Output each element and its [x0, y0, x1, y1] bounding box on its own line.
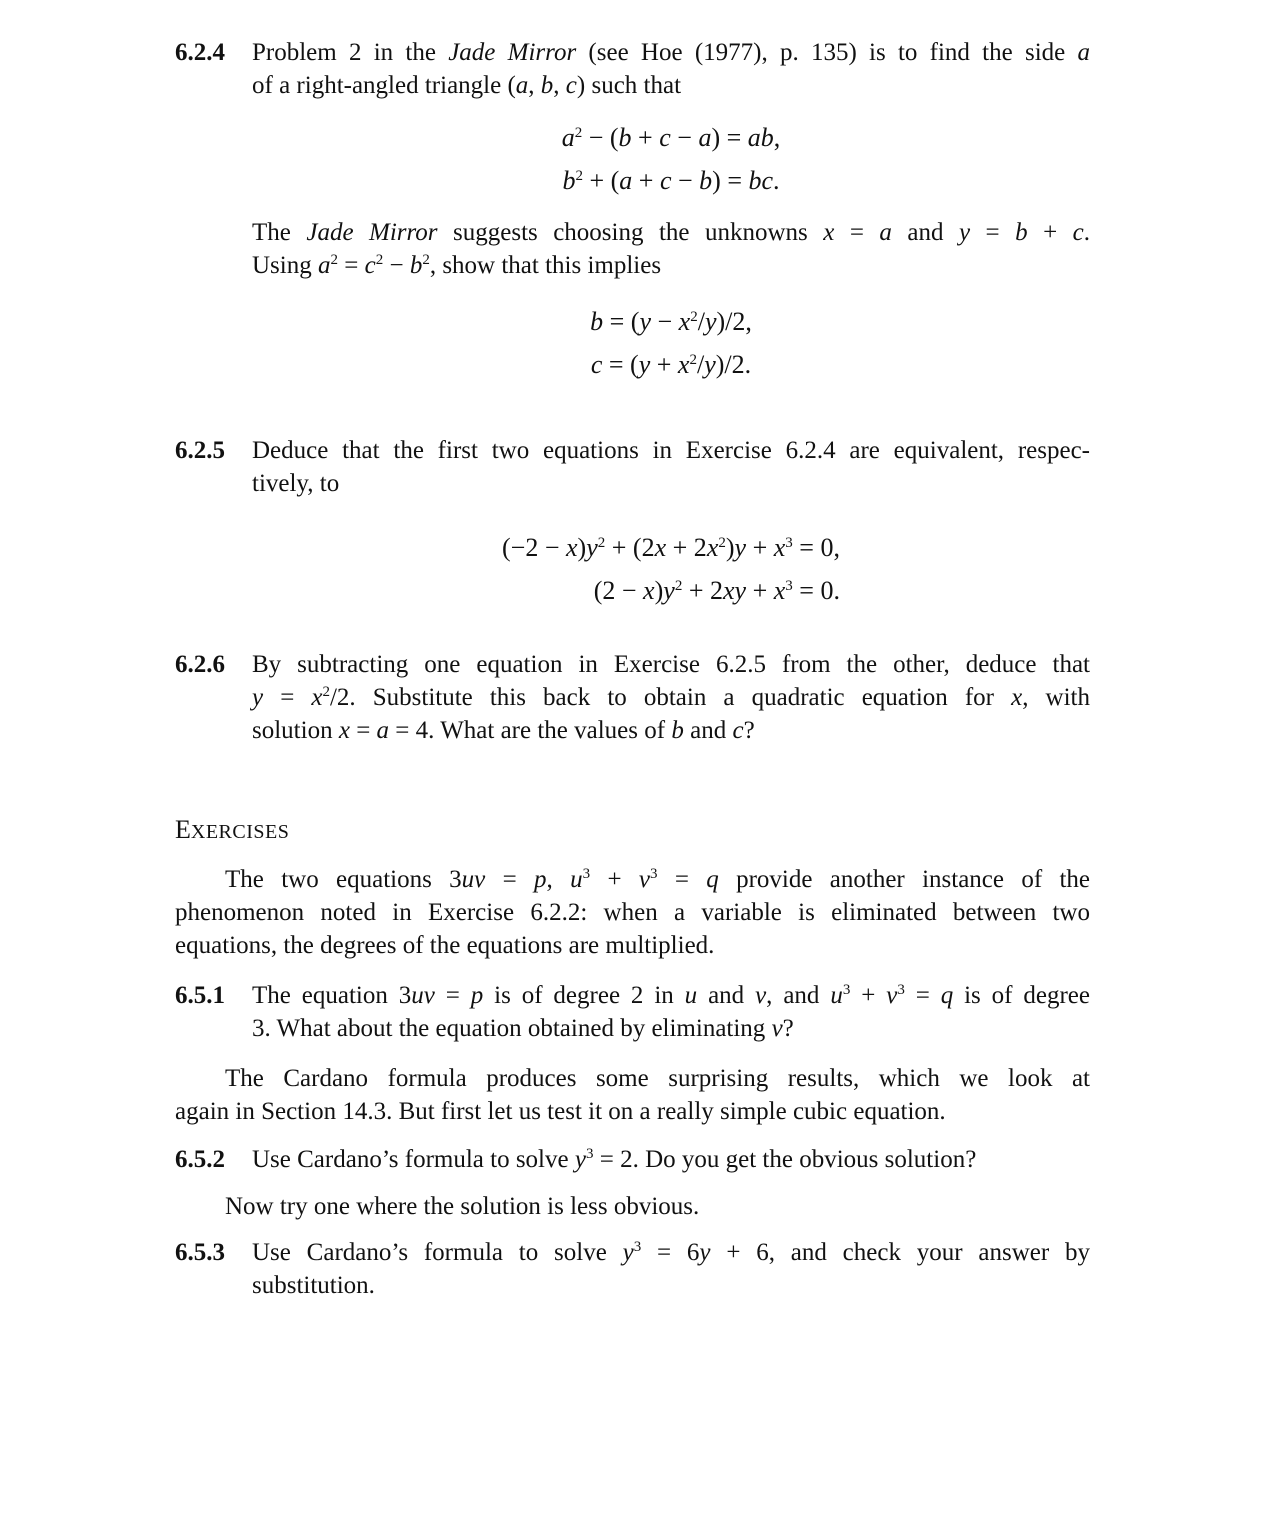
exercise-body [252, 979, 1090, 1045]
exercise-6-5-1 [175, 979, 1090, 1045]
exercise-6-2-4 [175, 36, 1090, 386]
text-line: 3. What about the equation obtained by eliminating v? [252, 1015, 794, 1042]
exercise-body [252, 1143, 1090, 1176]
equation-line: $b = (y - x^2/y)/2$, [590, 307, 752, 336]
text-line: The equation 3uv = p is of degree 2 in u and v, and $u^3 + v^3 = q$ is of degree [252, 982, 1090, 1009]
equation-block [502, 526, 840, 612]
text-line: The two equations 3uv = p, $u^3 + v^3 = q$ provide another instance of the [225, 866, 1091, 893]
text-line: Deduce that the first two equations in Exercise 6.2.4 are equivalent, respec- [252, 437, 1090, 464]
text-line: Using $a^2 = c^2 - b^2$, show that this implies [252, 252, 662, 279]
equation-block [590, 300, 752, 386]
heading-smallcaps: XERCISES [190, 821, 290, 843]
exercise-number: 6.5.1 [175, 982, 225, 1009]
exercise-number: 6.2.4 [175, 39, 225, 66]
equation-block [562, 116, 781, 202]
equation-line: $(-2 - x)y^2 + (2x + 2x^2)y + x^3 = 0$, [502, 533, 840, 562]
exercise-6-5-3 [175, 1236, 1090, 1302]
section-heading-exercises [175, 813, 1090, 849]
equation-line: $(2 - x)y^2 + 2xy + x^3 = 0$. [593, 576, 840, 605]
now-try-paragraph [175, 1190, 1090, 1223]
exercise-body [252, 434, 1090, 612]
text-line: The Cardano formula produces some surprising results, which we look at [225, 1065, 1090, 1092]
exercise-6-5-2 [175, 1143, 1090, 1176]
heading-initial: E [175, 815, 191, 844]
text-line: solution x = a = 4. What are the values of b and c? [252, 717, 755, 744]
text-line: tively, to [252, 470, 340, 497]
text-line: of a right-angled triangle (a, b, c) such that [252, 72, 682, 99]
text-line: The Jade Mirror suggests choosing the unknowns x = a and y = b + c. [252, 219, 1090, 246]
text-line: again in Section 14.3. But first let us test it on a really simple cubic equation. [175, 1098, 946, 1125]
display-equation-group [252, 300, 1090, 386]
exercise-number: 6.2.6 [175, 651, 225, 678]
text-line: phenomenon noted in Exercise 6.2.2: when a variable is eliminated between two [175, 899, 1090, 926]
text-line: Problem 2 in the Jade Mirror (see Hoe (1977), p. 135) is to find the side a [252, 39, 1090, 66]
equation-line: $a^2 - (b + c - a)$ = ab, [561, 123, 781, 152]
equation-line: $b^2 + (a + c - b)$ = bc. [562, 166, 780, 195]
text-line: $y = x^2/2$. Substitute this back to obtain a quadratic equation for x, with [252, 684, 1090, 711]
text-line: substitution. [252, 1272, 375, 1299]
exercise-body [252, 36, 1090, 386]
equation-line: $c = (y + x^2/y)/2$. [590, 350, 752, 379]
exercise-6-2-6 [175, 648, 1090, 747]
text-line: equations, the degrees of the equations are multiplied. [175, 932, 715, 959]
exercise-number: 6.5.3 [175, 1239, 225, 1266]
exercise-number: 6.5.2 [175, 1146, 225, 1173]
text-line: Use Cardano’s formula to solve $y^3 = 6y + 6$, and check your answer by [252, 1239, 1090, 1266]
text-line: Now try one where the solution is less obvious. [225, 1193, 700, 1220]
text-line: Use Cardano’s formula to solve $y^3 = 2$. Do you get the obvious solution? [252, 1146, 977, 1173]
exercise-number: 6.2.5 [175, 437, 225, 464]
text-line: By subtracting one equation in Exercise 6.2.5 from the other, deduce that [252, 651, 1090, 678]
exercise-6-2-5 [175, 434, 1090, 612]
exercise-body [252, 648, 1090, 747]
cardano-paragraph [175, 1062, 1090, 1128]
intro-paragraph [175, 863, 1090, 962]
display-equation-group [252, 526, 1090, 612]
exercise-body [252, 1236, 1090, 1302]
display-equation-group [252, 116, 1090, 202]
